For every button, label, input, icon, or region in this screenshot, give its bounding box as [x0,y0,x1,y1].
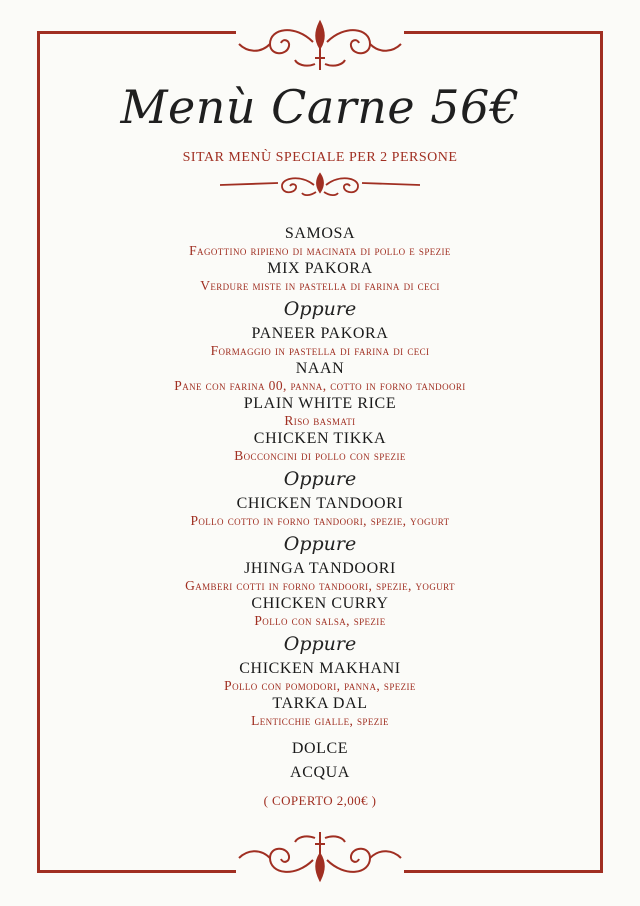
dish-description: Gamberi cotti in forno tandoori, spezie, yogurt [185,578,455,593]
dish-name: CHICKEN MAKHANI [239,660,401,677]
bottom-flourish-ornament-icon [235,828,405,888]
dish-name: NAAN [295,360,345,377]
dish-description: Riso basmati [284,413,356,428]
dish-description: Formaggio in pastella di farina di ceci [210,343,430,358]
dish-name: CHICKEN CURRY [251,595,389,612]
dish-name: PLAIN WHITE RICE [243,395,397,412]
menu-subtitle: SITAR MENÙ SPECIALE PER 2 PERSONE [182,150,458,165]
coperto-note: ( COPERTO 2,00€ ) [263,793,377,808]
dish-description: Pollo con salsa, spezie [254,613,386,628]
oppure-separator: Oppure [283,298,357,320]
dish-name: JHINGA TANDOORI [244,560,396,577]
oppure-separator: Oppure [283,468,357,490]
oppure-separator: Oppure [283,533,357,555]
dish-description: Fagottino ripieno di macinata di pollo e spezie [189,243,451,258]
dish-name: PANEER PAKORA [251,325,389,342]
acqua-item: ACQUA [290,764,350,781]
menu-title: Menù Carne 56€ [120,80,520,134]
dish-description: Lenticchie gialle, spezie [251,713,389,728]
dish-name: MIX PAKORA [267,260,373,277]
menu-list [80,224,560,809]
dish-name: SAMOSA [284,225,356,242]
dish-description: Verdure miste in pastella di farina di ceci [200,278,440,293]
dish-name: CHICKEN TANDOORI [236,495,404,512]
middle-flourish-ornament-icon [220,172,420,198]
dish-name: TARKA DAL [272,695,368,712]
dolce-item: DOLCE [291,740,349,757]
dish-description: Bocconcini di pollo con spezie [234,448,406,463]
dish-description: Pollo cotto in forno tandoori, spezie, yogurt [190,513,450,528]
dish-description: Pollo con pomodori, panna, spezie [224,678,416,693]
oppure-separator: Oppure [283,633,357,655]
dish-name: CHICKEN TIKKA [253,430,387,447]
top-flourish-ornament-icon [235,14,405,74]
dish-description: Pane con farina 00, panna, cotto in forno tandoori [174,378,466,393]
